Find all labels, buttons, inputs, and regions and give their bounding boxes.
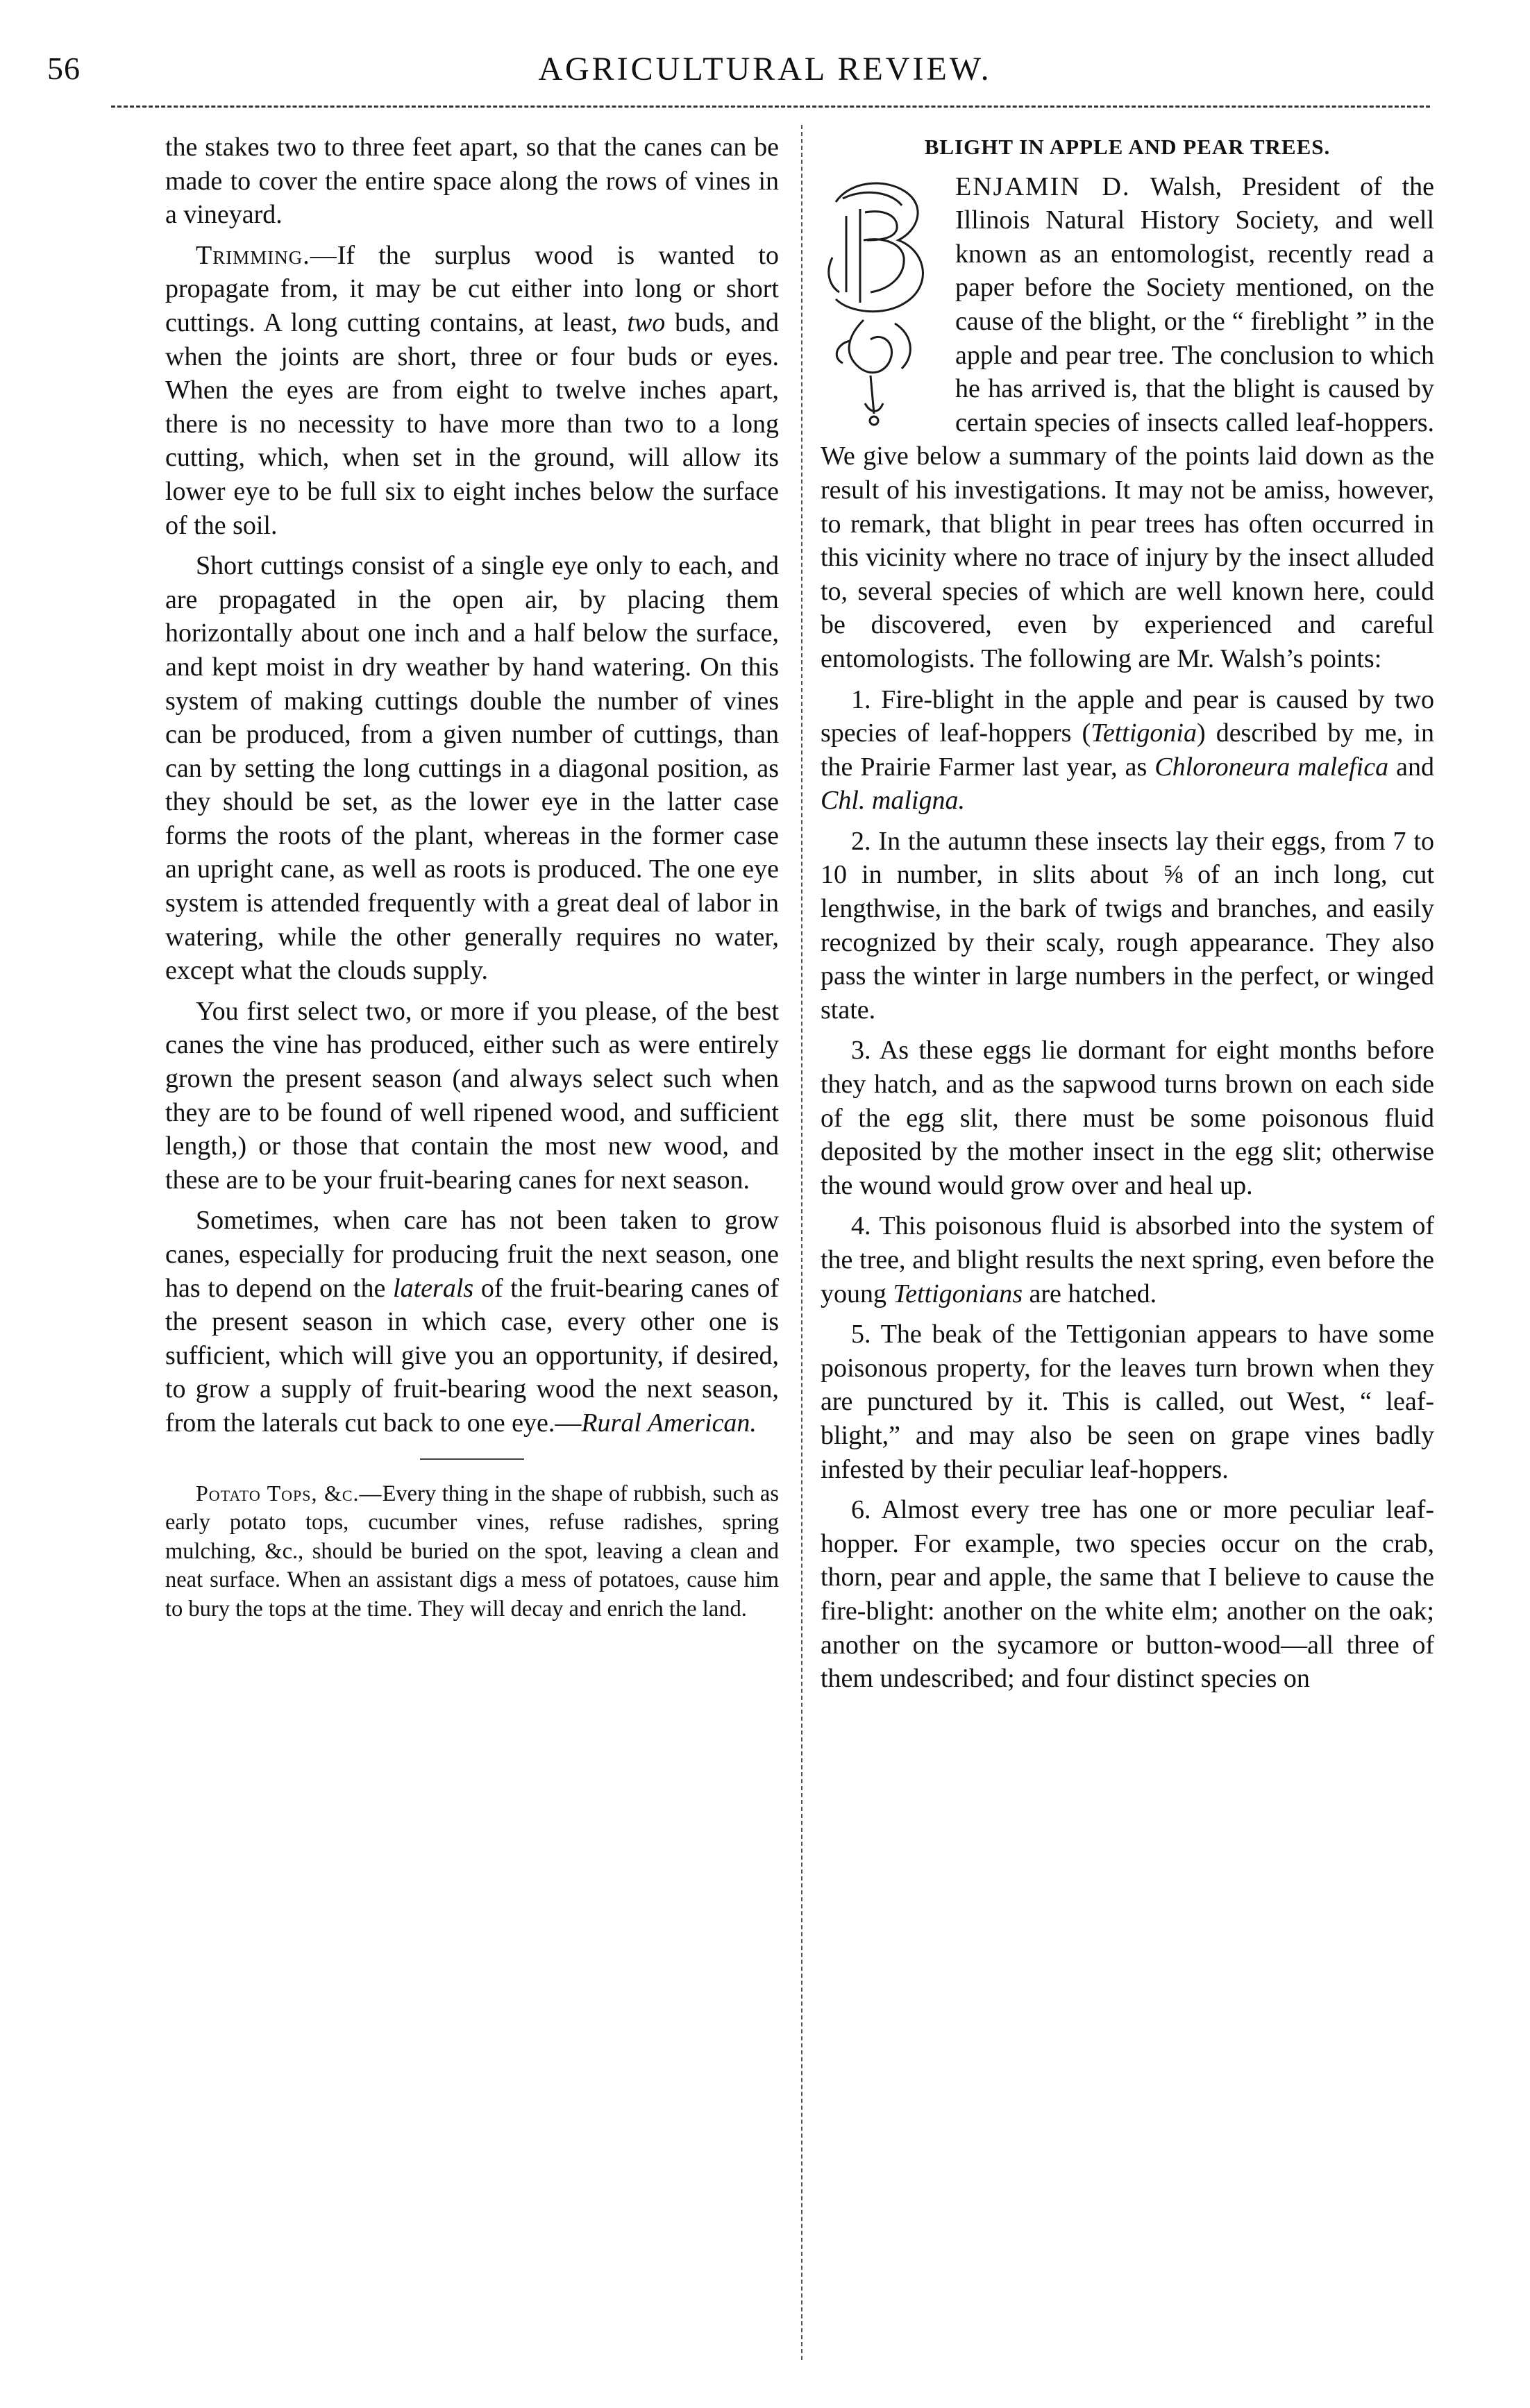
point-1-genus: Tettigonia [1091, 718, 1197, 748]
paragraph-laterals [165, 1204, 779, 1440]
potato-tops-heading: Potato Tops, &c.— [196, 1480, 382, 1506]
trimming-text: If the surplus wood is wanted to propagate from, it may be cut either into long or short cuttings. A long cutting contains, at least, [165, 240, 779, 337]
point-4-emphasis: Tettigonians [893, 1279, 1023, 1308]
paragraph-select-canes: You first select two, or more if you please, of the best canes the vine has produced, either such as were entirely grown the present season (and always select such when they are to be found of well ripened wood, and sufficient length,) or those that contain the most new wood, and these are to be your fruit-bearing canes for next season. [165, 996, 779, 1195]
point-1-text-mid: ) described by me, in the Prairie Farmer last year, as [821, 718, 1435, 782]
lead-text: Walsh, President of the Illinois Natural History Society, and well known as an entomologist, recently read a paper before the Society mentioned, on the cause of the blight, or the “ fireblight ” in the apple and pear tree. The conclusion to which he has arrived is, that the blight is caused by certain species of insects called leaf-hoppers. We give below a summary of the points laid down as the result of his investigations. It may not be amiss, however, to remark, that blight in pear trees has often occurred in this vicinity where no trace of injury by the insect alluded to, several species of which are well known here, could be discovered, even by experienced and careful entomologists. The following are Mr. Walsh’s points: [821, 171, 1434, 673]
paragraph-short-cuttings: Short cuttings consist of a single eye only to each, and are propagated in the open air, by placing them horizontally about one inch and a half below the surface, and kept moist in dry weather by hand watering. On this system of making cuttings double the number of vines can be produced, from a given number of cuttings, than can by setting the long cuttings in a diagonal position, as they should be set, as the lower eye in the latter case forms the roots of the plant, whereas in the former case an upright cane, as well as roots is produced. The one eye system is attended frequently with a great deal of labor in watering, while the other generally requires no water, except what the clouds supply. [165, 551, 779, 986]
point-2: 2. In the autumn these insects lay their eggs, from 7 to 10 in number, in slits about ⅝ of an inch long, cut lengthwise, in the bark of twigs and branches, and easily recognized by their scaly, rough appearance. They also pass the winter in large numbers in the perfect, or winged state. [821, 826, 1434, 1025]
header-rule [111, 106, 1430, 108]
column-divider [801, 125, 802, 2360]
ornamental-dropcap [822, 174, 940, 438]
page-number: 56 [47, 51, 81, 86]
paragraph-trimming [165, 239, 779, 542]
point-6: 6. Almost every tree has one or more peculiar leaf-hopper. For example, two species occur on the crab, thorn, pear and apple, the same that I believe to cause the fire-blight: another on the white elm; another on the oak; another on the sycamore or button-wood—all three of them undescribed; and four distinct species on [821, 1495, 1434, 1694]
trimming-text-rest: buds, and when the joints are short, three or four buds or eyes. When the eyes are from eight to twelve inches apart, there is no necessity to have more than two to a long cutting, which, when set in the ground, will allow its lower eye to be full six to eight inches below the surface of the soil. [165, 308, 780, 540]
trimming-heading: Trimming.— [196, 240, 337, 270]
point-1 [821, 683, 1434, 818]
point-5: 5. The beak of the Tettigonian appears to have some poisonous property, for the leaves turn brown when they are punctured by it. This is called, out West, “ leaf-blight,” and may also be seen on grape vines badly infested by their peculiar leaf-hoppers. [821, 1320, 1434, 1484]
laterals-text: Sometimes, when care has not been taken to grow canes, especially for producing fruit the next season, one has to depend on the [165, 1206, 779, 1303]
point-1-species-b: Chl. maligna. [821, 786, 965, 816]
point-1-and: and [1388, 752, 1434, 782]
point-4 [821, 1209, 1434, 1311]
paragraph-stakes: the stakes two to three feet apart, so that the canes can be made to cover the entire space along the rows of vines in a vineyard. [165, 133, 779, 230]
source-attribution: Rural American. [581, 1408, 757, 1438]
point-4-text: 4. This poisonous fluid is absorbed into the system of the tree, and blight results the next spring, even before the young [821, 1211, 1434, 1308]
lead-small-caps: ENJAMIN D. [955, 171, 1131, 201]
point-1-species-a: Chloroneura malefica [1154, 752, 1389, 782]
laterals-text-rest: of the fruit-bearing canes of the present season in which case, every other one is sufficient, which will give you an opportunity, if desired, to grow a supply of fruit-bearing wood the next season, from the laterals cut back to one eye.— [165, 1273, 779, 1438]
running-head: AGRICULTURAL REVIEW. [538, 51, 992, 87]
article-title: BLIGHT IN APPLE AND PEAR TREES. [924, 135, 1331, 159]
potato-tops-note [165, 1479, 779, 1624]
left-column [165, 130, 779, 1631]
point-4-text-rest: are hatched. [1023, 1279, 1157, 1308]
laterals-emphasis: laterals [393, 1273, 474, 1303]
section-separator [420, 1458, 524, 1460]
point-1-text: 1. Fire-blight in the apple and pear is caused by two species of leaf-hoppers ( [821, 684, 1434, 748]
right-column [821, 130, 1434, 1703]
potato-tops-text: Every thing in the shape of rubbish, such as early potato tops, cucumber vines, refuse radishes, spring mulching, &c., should be buried on the spot, leaving a clean and neat surface. When an assistant digs a mess of potatoes, cause him to bury the tops at the time. They will decay and enrich the land. [165, 1481, 779, 1622]
point-3: 3. As these eggs lie dormant for eight months before they hatch, and as the sapwood turns brown on each side of the egg slit, there must be some poisonous fluid deposited by the mother insect in the egg slit; otherwise the wound would grow over and heal up. [821, 1036, 1434, 1200]
trimming-emphasis: two [627, 308, 666, 337]
